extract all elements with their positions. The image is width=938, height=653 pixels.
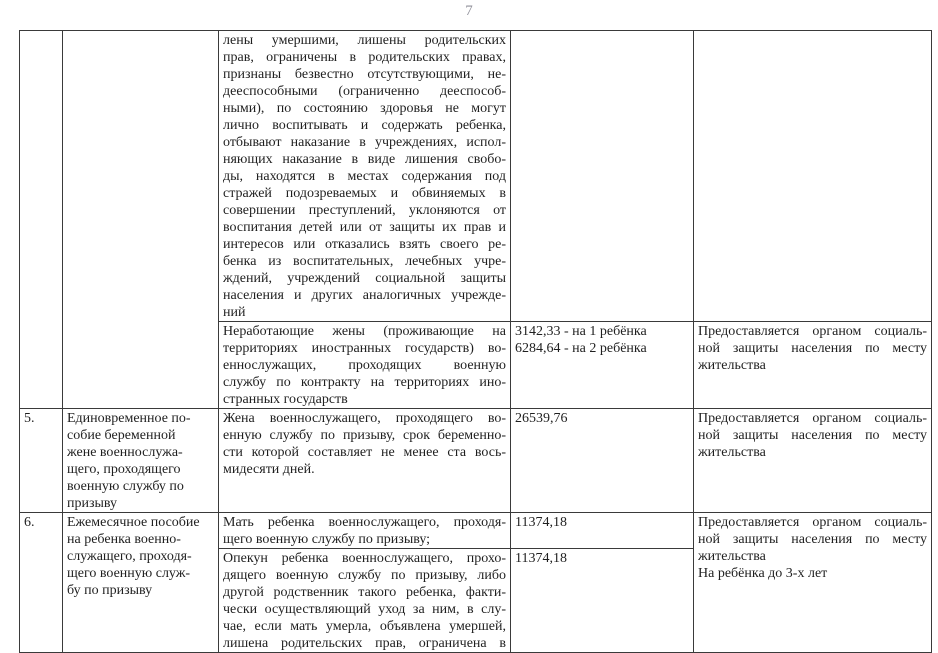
amount-text: 11374,18 xyxy=(515,551,567,566)
recipient-cell xyxy=(219,322,511,409)
provider-cell xyxy=(694,513,932,653)
benefits-table xyxy=(19,30,932,653)
table-row-5 xyxy=(20,409,932,513)
table-row-continuation xyxy=(20,31,932,322)
row-number: 6. xyxy=(24,515,35,530)
provider-note: На ребёнка до 3-х лет xyxy=(698,566,828,581)
recipient-text: Неработающие жены (проживающие на территориях иностранных государств) во- еннослужащих, проходящих военную службу по контракту на территориях ино- странных государств xyxy=(223,324,506,407)
recipient-text: Опекун ребенка военнослужащего, прохо- дящего военную службу по призыву, либо другой родственник такого ребенка, факти- чески осуществляющий уход за ним, в слу- чае, если мать умерла, объявлена умершей, лишена родительских прав, ограничена в xyxy=(223,551,506,651)
recipient-cell xyxy=(219,409,511,513)
amount-text: 3142,33 - на 1 ребёнка 6284,64 - на 2 ребёнка xyxy=(515,324,647,356)
recipient-cell xyxy=(219,549,511,653)
benefit-name-text: Ежемесячное пособие на ребенка военно- служащего, проходя- щего военную служ- бу по призыву xyxy=(67,515,200,598)
recipient-cell xyxy=(219,31,511,322)
provider-text: Предоставляется органом социаль- ной защиты населения по месту жительства xyxy=(698,515,927,564)
amount-text: 11374,18 xyxy=(515,515,567,530)
amount-cell xyxy=(511,549,694,653)
amount-cell xyxy=(511,409,694,513)
provider-cell-empty xyxy=(694,31,932,322)
table-row-6-mother xyxy=(20,513,932,549)
provider-cell xyxy=(694,409,932,513)
recipient-text: Жена военнослужащего, проходящего во- енную службу по призыву, срок беременно- сти которой составляет не менее ста вось- мидесяти дней. xyxy=(223,411,506,477)
recipient-cell xyxy=(219,513,511,549)
row-number: 5. xyxy=(24,411,35,426)
benefit-name-cell-empty xyxy=(63,31,219,409)
row-number-cell xyxy=(20,513,63,653)
row-number-cell-empty xyxy=(20,31,63,409)
row-number-cell xyxy=(20,409,63,513)
recipient-text: Мать ребенка военнослужащего, проходя- щего военную службу по призыву; xyxy=(223,515,506,547)
provider-text: Предоставляется органом социаль- ной защиты населения по месту жительства xyxy=(698,411,927,460)
benefit-name-cell xyxy=(63,513,219,653)
amount-cell xyxy=(511,513,694,549)
amount-cell-empty xyxy=(511,31,694,322)
page-number: 7 xyxy=(465,3,473,19)
page-header xyxy=(0,0,938,30)
provider-text: Предоставляется органом социаль- ной защиты населения по месту жительства xyxy=(698,324,927,373)
benefit-name-text: Единовременное по- собие беременной жене военнослужа- щего, проходящего военную службу по призыву xyxy=(67,411,191,511)
recipient-text: лены умершими, лишены родительских прав, ограничены в родительских правах, признаны безвестно отсутствующими, не- дееспособными (ограниченно дееспособ- ными), по состоянию здоровья не могут лично воспитывать и содержать ребенка, отбывают наказание в учреждениях, испол- няющих наказание в виде лишения свобо- ды, находятся в местах содержания под стражей подозреваемых и обвиняемых в совершении преступлений, уклоняются от воспитания детей или от защиты их прав и интересов или отказались взять своего ре- бенка из воспитательных, лечебных учре- ждений, учреждений социальной защиты населения и других аналогичных учрежде- ний xyxy=(223,33,506,320)
amount-text: 26539,76 xyxy=(515,411,568,426)
benefit-name-cell xyxy=(63,409,219,513)
amount-cell xyxy=(511,322,694,409)
provider-cell xyxy=(694,322,932,409)
